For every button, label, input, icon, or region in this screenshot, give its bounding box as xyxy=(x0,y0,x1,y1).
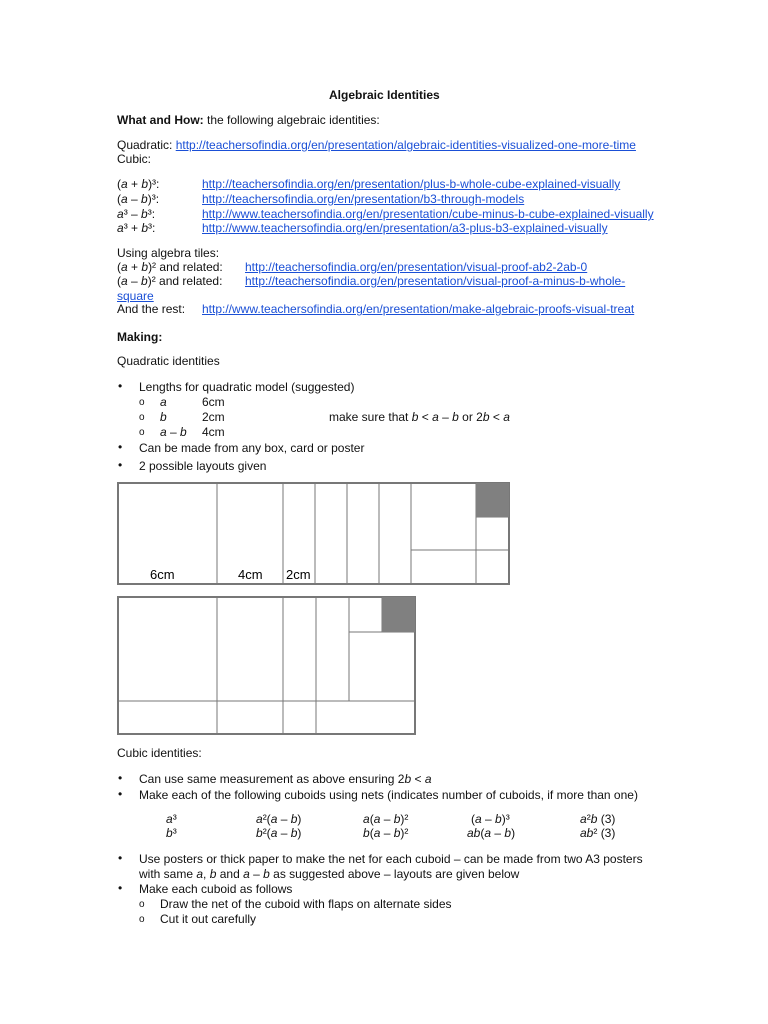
bullet-marker: • xyxy=(118,458,123,472)
step-item: Draw the net of the cuboid with flaps on alternate sides xyxy=(160,897,452,911)
what-how-text: the following algebraic identities: xyxy=(207,113,380,127)
measurement-bullet: Can use same measurement as above ensuring 2b < a xyxy=(139,772,432,786)
material-bullet: Can be made from any box, card or poster xyxy=(139,441,365,455)
cubic-link[interactable]: http://teachersofindia.org/en/presentation/b3-through-models xyxy=(202,192,525,206)
shaded-square xyxy=(476,483,509,517)
sub-bullet-marker: o xyxy=(139,397,145,408)
bullet-marker: • xyxy=(118,787,123,801)
cubic-expr: a³ + b³: xyxy=(117,221,156,235)
dimension-label: 2cm xyxy=(286,567,311,582)
layout-figure-1 xyxy=(116,481,512,587)
length-note: make sure that b < a – b or 2b < a xyxy=(329,410,510,424)
sub-bullet-marker: o xyxy=(139,914,145,925)
bullet-marker: • xyxy=(118,379,123,393)
quadratic-identities-heading: Quadratic identities xyxy=(117,354,220,368)
lengths-bullet: Lengths for quadratic model (suggested) xyxy=(139,380,355,394)
step-item: Cut it out carefully xyxy=(160,912,257,926)
length-value: 4cm xyxy=(202,425,225,439)
what-how-line xyxy=(117,113,380,127)
tiles-link[interactable]: http://teachersofindia.org/en/presentation/visual-proof-a-minus-b-whole- xyxy=(245,274,626,288)
sub-bullet-marker: o xyxy=(139,899,145,910)
layouts-bullet: 2 possible layouts given xyxy=(139,459,267,473)
dimension-label: 6cm xyxy=(150,567,175,582)
bullet-marker: • xyxy=(118,771,123,785)
quadratic-line xyxy=(117,138,636,152)
length-symbol: a xyxy=(160,395,167,409)
length-symbol: b xyxy=(160,410,167,424)
what-how-label: What and How: xyxy=(117,113,204,127)
cuboids-bullet: Make each of the following cuboids using nets (indicates number of cuboids, if more than one) xyxy=(139,788,638,802)
bullet-marker: • xyxy=(118,881,123,895)
cubic-expr: a³ – b³: xyxy=(117,207,156,221)
bullet-marker: • xyxy=(118,440,123,454)
layout-outline xyxy=(118,483,509,584)
tiles-link-continued[interactable]: square xyxy=(117,289,154,303)
tiles-intro: Using algebra tiles: xyxy=(117,246,220,260)
length-value: 6cm xyxy=(202,395,225,409)
posters-bullet-continued: with same a, b and a – b as suggested above – layouts are given below xyxy=(139,867,520,881)
tiles-label: (a – b)² and related: xyxy=(117,274,223,288)
cubic-identities-heading: Cubic identities: xyxy=(117,746,202,760)
sub-bullet-marker: o xyxy=(139,412,145,423)
cuboid-term: a²b (3) xyxy=(580,812,616,826)
dimension-label: 4cm xyxy=(238,567,263,582)
cuboid-steps-bullet: Make each cuboid as follows xyxy=(139,882,293,896)
layout-figure-2 xyxy=(116,595,418,737)
tiles-link[interactable]: http://teachersofindia.org/en/presentation/visual-proof-ab2-2ab-0 xyxy=(245,260,588,274)
quadratic-label: Quadratic: xyxy=(117,138,173,152)
sub-bullet-marker: o xyxy=(139,427,145,438)
bullet-marker: • xyxy=(118,851,123,865)
layout-outline xyxy=(118,597,415,734)
cuboid-term: a²(a – b) xyxy=(256,812,302,826)
cuboid-term: ab(a – b) xyxy=(467,826,516,840)
quadratic-link[interactable]: http://teachersofindia.org/en/presentation/algebraic-identities-visualized-one-more-time xyxy=(175,138,636,152)
cuboid-term: b²(a – b) xyxy=(256,826,302,840)
tiles-label: (a + b)² and related: xyxy=(117,260,223,274)
document-title: Algebraic Identities xyxy=(329,88,440,102)
shaded-square xyxy=(382,597,415,632)
cuboid-term: b³ xyxy=(166,826,177,840)
cuboid-term: (a – b)³ xyxy=(471,812,510,826)
cuboid-term: a(a – b)² xyxy=(363,812,409,826)
cubic-link[interactable]: http://www.teachersofindia.org/en/presentation/cube-minus-b-cube-explained-visually xyxy=(202,207,654,221)
cubic-expr: (a + b)³: xyxy=(117,177,160,191)
cuboid-term: ab² (3) xyxy=(580,826,616,840)
tiles-link[interactable]: http://www.teachersofindia.org/en/presentation/make-algebraic-proofs-visual-treat xyxy=(202,302,635,316)
cubic-link[interactable]: http://www.teachersofindia.org/en/presentation/a3-plus-b3-explained-visually xyxy=(202,221,608,235)
tiles-label: And the rest: xyxy=(117,302,186,316)
cuboid-term: b(a – b)² xyxy=(363,826,409,840)
cubic-link[interactable]: http://teachersofindia.org/en/presentation/plus-b-whole-cube-explained-visually xyxy=(202,177,621,191)
length-value: 2cm xyxy=(202,410,225,424)
making-heading: Making: xyxy=(117,330,163,344)
cuboid-term: a³ xyxy=(166,812,177,826)
length-symbol: a – b xyxy=(160,425,187,439)
cubic-label: Cubic: xyxy=(117,152,152,166)
posters-bullet: Use posters or thick paper to make the net for each cuboid – can be made from two A3 posters xyxy=(139,852,643,866)
cubic-expr: (a – b)³: xyxy=(117,192,160,206)
